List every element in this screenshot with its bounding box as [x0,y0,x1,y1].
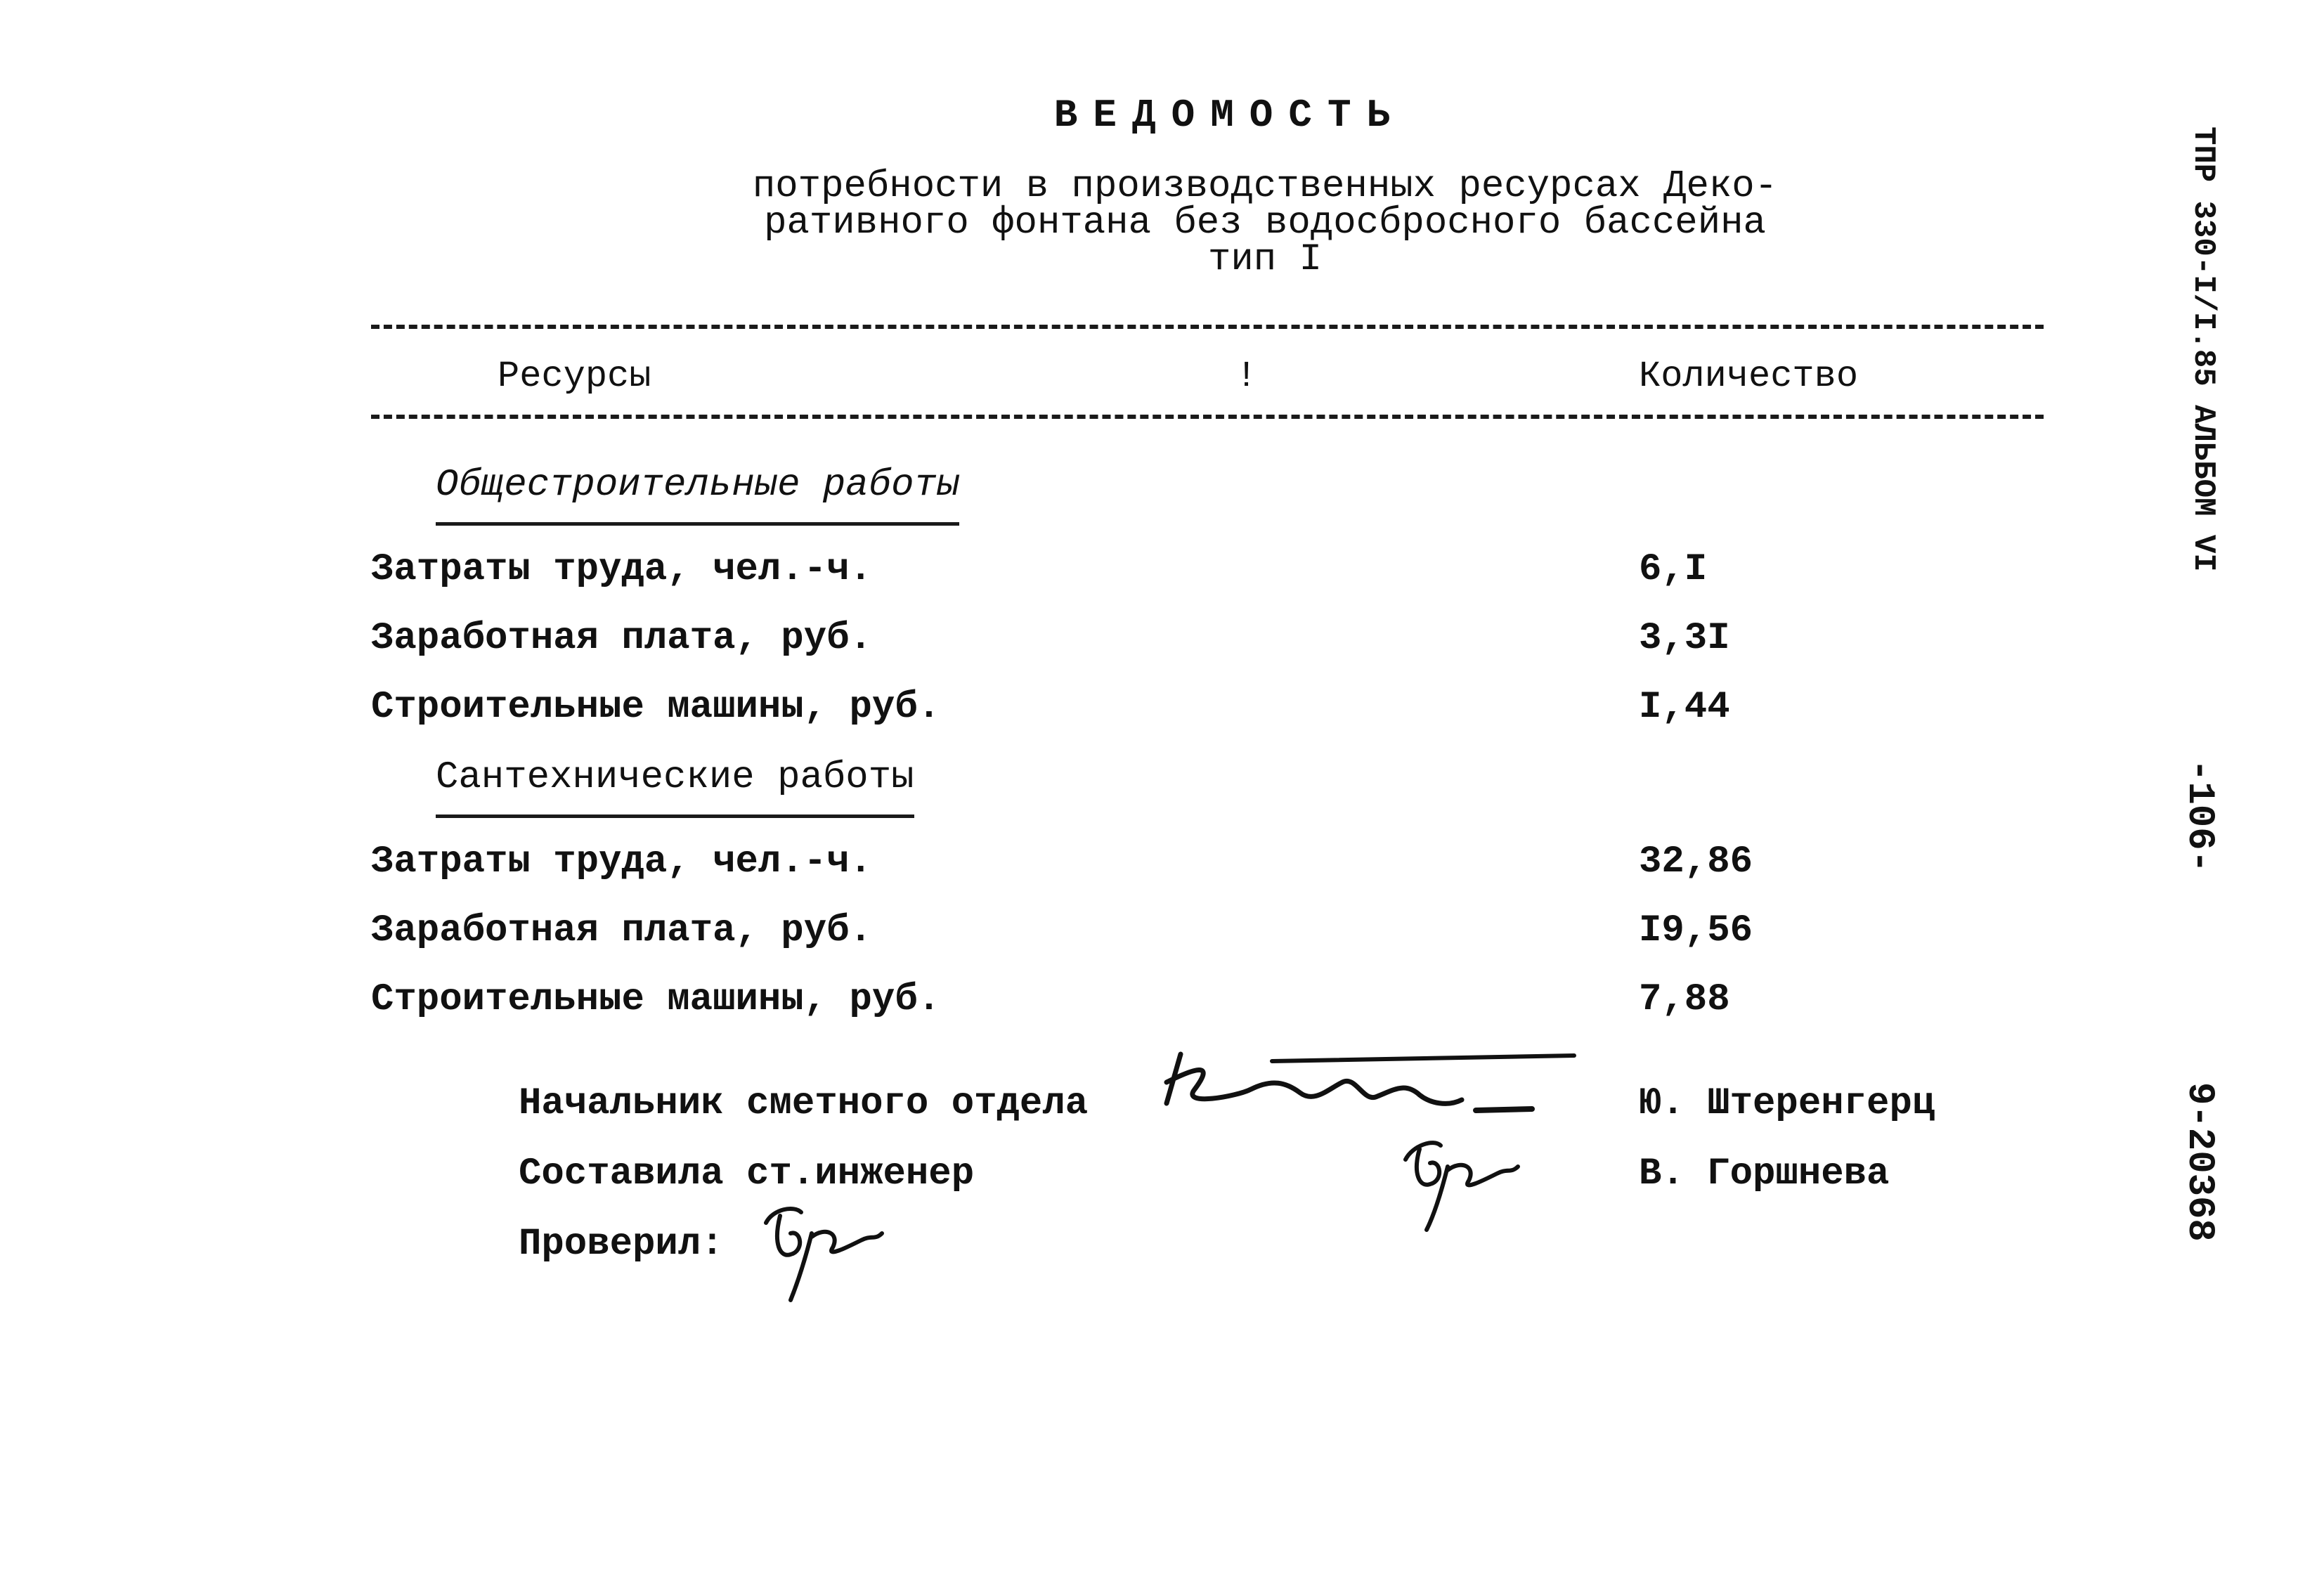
document-subtitle [703,165,1827,281]
head-signature [1153,1040,1588,1138]
margin-page-number: -106- [2178,759,2221,874]
row-value-machines-1: I,44 [1639,686,1730,729]
subtitle-line-3: тип I [1207,238,1323,281]
row-label-machines-2: Строительные машины, руб. [371,978,941,1021]
signer-role-checked: Проверил: [519,1223,724,1266]
section-title-plumbing: Сантехнические работы [436,756,914,818]
row-value-machines-2: 7,88 [1639,978,1730,1021]
row-label-labor-2: Затраты труда, чел.-ч. [371,841,872,883]
row-label-wages-1: Заработная плата, руб. [371,617,872,660]
signer-role-head: Начальник сметного отдела [519,1082,1089,1125]
checker-signature [745,1195,885,1307]
row-label-wages-2: Заработная плата, руб. [371,909,872,952]
table-header-dashed-rule [371,415,2044,419]
document-title: ВЕДОМОСТЬ [1053,93,1406,138]
margin-document-code: ТПР 330-I/I.85 AЛЬБОМ VI [2186,126,2221,572]
subtitle-line-2: ративного фонтана без водосбросного бассейна [764,202,1766,245]
signer-name-head: Ю. Штеренгерц [1639,1082,1935,1125]
column-header-separator: ! [1235,356,1258,397]
row-value-wages-1: 3,3I [1639,617,1730,660]
section-title-general-construction: Общестроительные работы [436,464,959,526]
compiler-signature [1391,1131,1532,1237]
row-label-labor-1: Затраты труда, чел.-ч. [371,548,872,591]
signer-name-compiler: В. Горшнева [1639,1153,1890,1195]
column-header-resource: Ресурсы [498,356,651,397]
row-value-labor-1: 6,I [1639,548,1708,591]
row-label-machines-1: Строительные машины, руб. [371,686,941,729]
row-value-wages-2: I9,56 [1639,909,1753,952]
signer-role-compiler: Составила ст.инженер [519,1153,975,1195]
table-top-dashed-rule [371,325,2044,329]
column-header-quantity: Количество [1639,356,1859,397]
subtitle-line-1: потребности в производственных ресурсах Деко- [752,165,1778,208]
row-value-labor-2: 32,86 [1639,841,1753,883]
margin-sheet-code: 9-20368 [2178,1082,2221,1242]
